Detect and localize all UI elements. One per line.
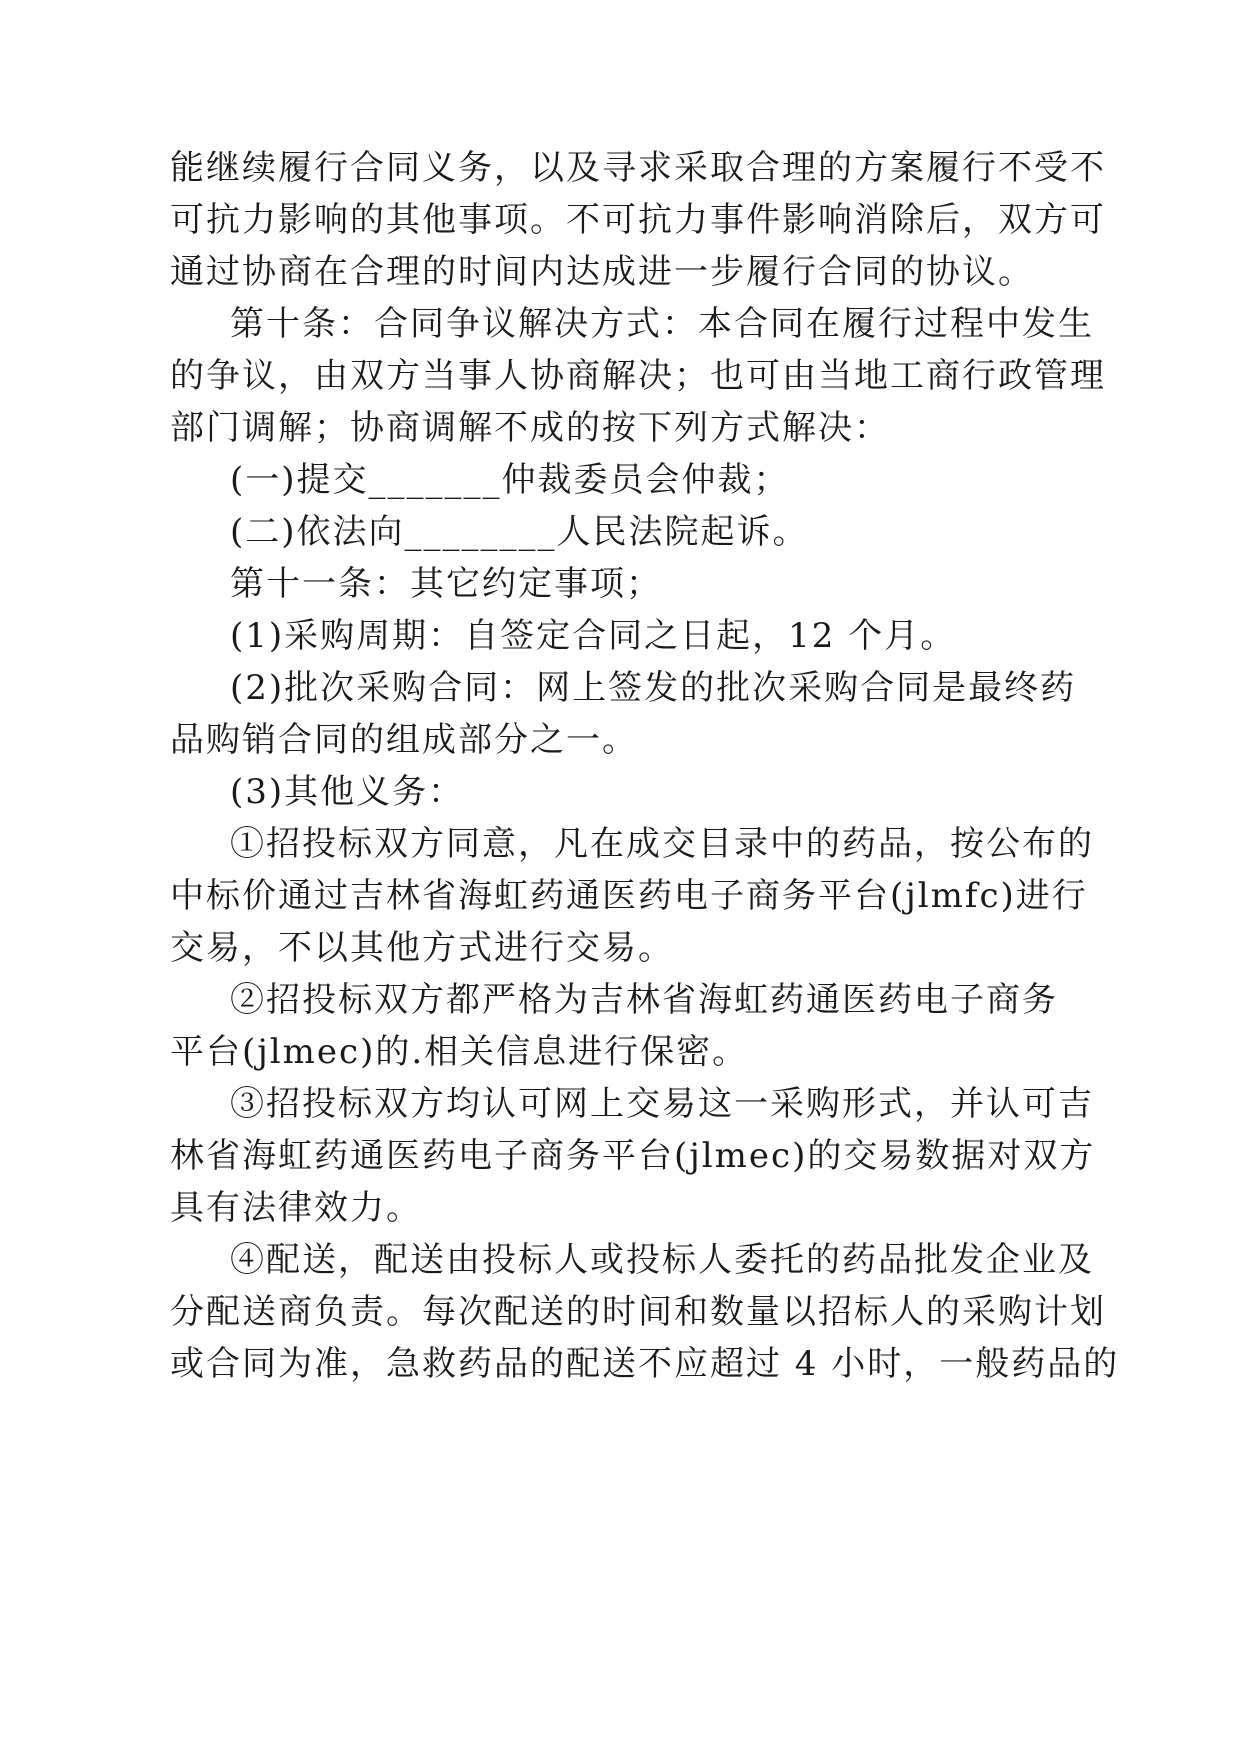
- text-line-content: ④配送，配送由投标人或投标人委托的药品批发企业及: [230, 1240, 1094, 1280]
- text-line-content: 通过协商在合理的时间内达成进一步履行合同的协议。: [170, 252, 1034, 292]
- paragraph-heading-line: [0, 554, 1241, 614]
- list-item-line: [0, 1230, 1241, 1290]
- text-line: [0, 138, 1241, 198]
- list-item-line: [0, 1074, 1241, 1134]
- text-line-content: 能继续履行合同义务，以及寻求采取合理的方案履行不受不: [170, 148, 1106, 188]
- list-item-line: [0, 450, 1241, 510]
- text-line: [0, 918, 1241, 978]
- text-line-content: 林省海虹药通医药电子商务平台(jlmec)的交易数据对双方: [170, 1136, 1096, 1176]
- text-line-content: 或合同为准，急救药品的配送不应超过 4 小时，一般药品的: [170, 1344, 1120, 1384]
- text-line-content: (2)批次采购合同：网上签发的批次采购合同是最终药: [230, 668, 1077, 708]
- text-line-content: 交易，不以其他方式进行交易。: [170, 928, 674, 968]
- text-line: [0, 398, 1241, 458]
- text-line: [0, 866, 1241, 926]
- text-line-content: (1)采购周期：自签定合同之日起，12 个月。: [230, 616, 957, 656]
- text-line: [0, 1178, 1241, 1238]
- list-item-line: [0, 658, 1241, 718]
- list-item-line: [0, 606, 1241, 666]
- text-line: [0, 1022, 1241, 1082]
- text-line-content: 平台(jlmec)的.相关信息进行保密。: [170, 1032, 749, 1072]
- text-line-content: 具有法律效力。: [170, 1188, 422, 1228]
- text-line: [0, 346, 1241, 406]
- text-line-content: 可抗力影响的其他事项。不可抗力事件影响消除后，双方可: [170, 200, 1106, 240]
- text-line: [0, 242, 1241, 302]
- text-line: [0, 190, 1241, 250]
- text-line: [0, 1334, 1241, 1394]
- text-line-content: ③招投标双方均认可网上交易这一采购形式，并认可吉: [230, 1084, 1094, 1124]
- text-line-content: ①招投标双方同意，凡在成交目录中的药品，按公布的: [230, 824, 1094, 864]
- text-line-content: (二)依法向________人民法院起诉。: [230, 512, 809, 552]
- text-line-content: 中标价通过吉林省海虹药通医药电子商务平台(jlmfc)进行: [170, 876, 1088, 916]
- text-line-content: (3)其他义务：: [230, 772, 465, 812]
- paragraph-heading-line: [0, 294, 1241, 354]
- text-line-content: 第十一条：其它约定事项；: [230, 564, 662, 604]
- list-item-line: [0, 762, 1241, 822]
- text-line: [0, 1282, 1241, 1342]
- text-line-content: 部门调解；协商调解不成的按下列方式解决：: [170, 408, 890, 448]
- list-item-line: [0, 970, 1241, 1030]
- list-item-line: [0, 502, 1241, 562]
- text-line-content: 的争议，由双方当事人协商解决；也可由当地工商行政管理: [170, 356, 1106, 396]
- text-line-content: (一)提交_______仲裁委员会仲裁；: [230, 460, 790, 500]
- text-line-content: ②招投标双方都严格为吉林省海虹药通医药电子商务: [230, 980, 1058, 1020]
- text-line-content: 第十条：合同争议解决方式：本合同在履行过程中发生: [230, 304, 1094, 344]
- text-line: [0, 1126, 1241, 1186]
- list-item-line: [0, 814, 1241, 874]
- text-line-content: 分配送商负责。每次配送的时间和数量以招标人的采购计划: [170, 1292, 1106, 1332]
- text-line-content: 品购销合同的组成部分之一。: [170, 720, 638, 760]
- text-line: [0, 710, 1241, 770]
